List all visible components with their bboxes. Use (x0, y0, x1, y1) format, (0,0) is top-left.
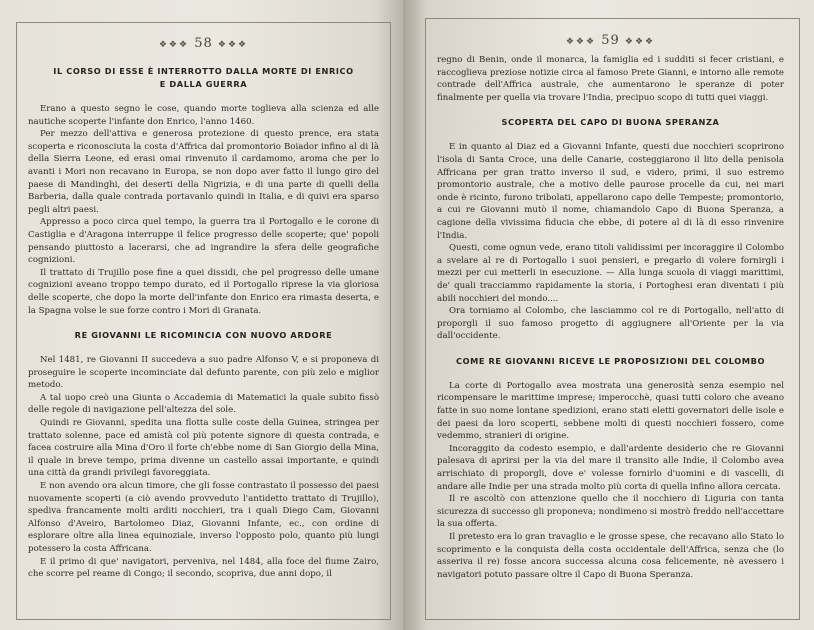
paragraph: La corte di Portogallo avea mostrata una generosità senza esempio nel ricompensare le marittime imprese; imperocchè, quasi tutti coloro che aveano fatte in suo nome lontane spedizioni, erano stati eletti governatori delle isole e dei paesi da loro scoperti, sebbene molti di questi nocchieri fossero, come vedemmo, stranieri di origine. (437, 380, 784, 442)
paragraph: Appresso a poco circa quel tempo, la guerra tra il Portogallo e le corone di Castiglia e d'Aragona interruppe il felice progresso delle scoperte; que' popoli pensando piuttosto a lacerarsi, che ad ingrandire la sfera delle geografiche cognizioni. (28, 217, 379, 266)
paragraph: A tal uopo creò una Giunta o Accademia di Matematici la quale subito fissò delle regole di navigazione pell'altezza del sole. (28, 392, 379, 416)
right-page (403, 0, 814, 630)
section-title: COME RE GIOVANNI RICEVE LE PROPOSIZIONI DEL COLOMBO (455, 355, 766, 366)
section-title: SCOPERTA DEL CAPO DI BUONA SPERANZA (501, 117, 720, 128)
section-title-line: E DALLA GUERRA (159, 79, 248, 89)
paragraph: Per mezzo dell'attiva e generosa protezione di questo prence, era stata scoperta e riconosciuta la costa d'Affrica dal promontorio Boiador infino al di là della Sierra Leone, ed erasi omai rinvenuto il cardamomo, aroma che per lo avanti i Mori non recavano in Europa, se non dopo aver fatto il lungo giro del paese di Mandinghi, dei deserti della Nigrizia, e di una parte di quelli della Barberia, dalla quale contrada portavanlo quindi in Italia, e di quivi era sparso pegli altri paesi. (28, 129, 379, 215)
paragraph: Nel 1481, re Giovanni II succedeva a suo padre Alfonso V, e si proponeva di proseguire le scoperte incominciate dal defunto parente, con più zelo e miglior metodo. (28, 355, 379, 391)
paragraph: E non avendo ora alcun timore, che gli fosse contrastato il possesso dei paesi nuovamente scoperti (a ciò avendo provveduto l'antidetto trattato di Trujillo), spediva francamente molti arditi nocchieri, tra i quali Diego Cam, Giovanni Alfonso d'Aveiro, Bartolomeo Diaz, Giovanni Infante, ec., con ordine di esplorare oltre alla linea equinoziale, inverso l'opposto polo, quanto più lungi potessero la costa Affricana. (28, 481, 379, 554)
ornament-right: ❖❖❖ (217, 40, 249, 50)
paragraph: Il re ascoltò con attenzione quello che il nocchiero di Liguria con tanta sicurezza di successo gli proponeva; nondimeno si mostrò freddo nell'accettare la sua offerta. (437, 494, 784, 530)
ornament-right: ❖❖❖ (624, 37, 656, 47)
page-number: 58 (194, 36, 213, 51)
paragraph: regno di Benin, onde il monarca, la famiglia ed i sudditi si fecer cristiani, e raccoglieva preziose notizie circa al famoso Prete Gianni, e intorno alle remote contrade dell'Affrica australe, che aumentarono le speranze di poter finalmente per quella via trovare l'India, precipuo scopo di tutti quei viaggi. (437, 55, 784, 103)
ornament-left: ❖❖❖ (158, 40, 190, 50)
paragraph: Erano a questo segno le cose, quando morte toglieva alla scienza ed alle nautiche scoperte l'infante don Enrico, l'anno 1460. (28, 104, 379, 127)
left-page (0, 0, 403, 630)
paragraph: E il primo di que' navigatori, perveniva, nel 1484, alla foce del fiume Zairo, che scorre pel reame di Congo; il secondo, scopriva, due anni dopo, il (28, 556, 379, 580)
paragraph: Il trattato di Trujillo pose fine a quei dissidi, che pel progresso delle umane cognizioni aveano troppo tempo durato, ed il Portogallo riprese la via gloriosa delle scoperte, che dopo la morte dell'infante don Enrico era rimasta deserta, e la Spagna volse le sue forze contro i Mori di Granata. (28, 267, 379, 316)
ornament-left: ❖❖❖ (565, 37, 597, 47)
paragraph: Ora torniamo al Colombo, che lasciammo col re di Portogallo, nell'atto di proporgli il suo famoso progetto di aggiugnere all'Oriente per la via dall'occidente. (437, 306, 784, 342)
paragraph: Questi, come ognun vede, erano titoli validissimi per incoraggire il Colombo a svelare al re di Portogallo i suoi pensieri, e pregarlo di volere fornirgli i mezzi per cui metterli in esecuzione. — Alla lunga scuola di viaggi marittimi, de' quali tracciammo rapidamente la storia, i Portoghesi eran diventati i più abili nocchieri del mondo.... (437, 243, 784, 304)
paragraph: Il pretesto era lo gran travaglio e le grosse spese, che recavano allo Stato lo scoprimento e la conquista della costa occidentale dell'Affrica, senza che (lo asseriva il re) fosse ancora successa alcuna cosa felicemente, nè avessero i navigatori potuto passare oltre il Capo di Buona Speranza. (437, 532, 784, 580)
page-header (437, 33, 784, 48)
section-title-line: IL CORSO DI ESSE È INTERROTTO DALLA MORTE DI ENRICO (53, 66, 354, 76)
page-number: 59 (601, 33, 620, 48)
paragraph: Quindi re Giovanni, spedita una flotta sulle coste della Guinea, stringea per trattato solenne, pace ed amistà col più potente signore di questa contrada, e facea costruire alla Mina d'Oro il forte ch'ebbe nome di San Giorgio della Mina, il quale in breve tempo, prima divenne un castello assai importante, e quindi una città da grandi privilegi favoreggiata. (28, 418, 379, 479)
page-header (28, 36, 379, 51)
paragraph: Incoraggito da codesto esempio, e dall'ardente desiderio che re Giovanni palesava di aprirsi per la via del mare il transito alle Indie, il Colombo avea arrischiato di proporgli, dove e' volesse fornirlo d'uomini e di vascelli, di andare alle Indie per una strada molto più corta di quella infino allora cercata. (437, 443, 784, 492)
section-title (28, 65, 379, 91)
section-title: RE GIOVANNI LE RICOMINCIA CON NUOVO ARDORE (74, 330, 333, 341)
paragraph: E in quanto al Diaz ed a Giovanni Infante, questi due nocchieri scoprirono l'isola di Santa Croce, una delle Canarie, costeggiarono il lito della penisola Affricana per gran tratto inverso il sud, e videro, primi, il suo estremo promontorio australe, che a motivo delle paurose procelle da cui, nei mari onde è ricinto, furono tribolati, appellarono capo delle Tempeste; promontorio, a cui re Giovanni mutò il nome, chiamandolo Capo di Buona Speranza, a cagione della vivissima fiducia che ebbe, di potere al di là di esso rinvenire l'India. (437, 142, 784, 241)
